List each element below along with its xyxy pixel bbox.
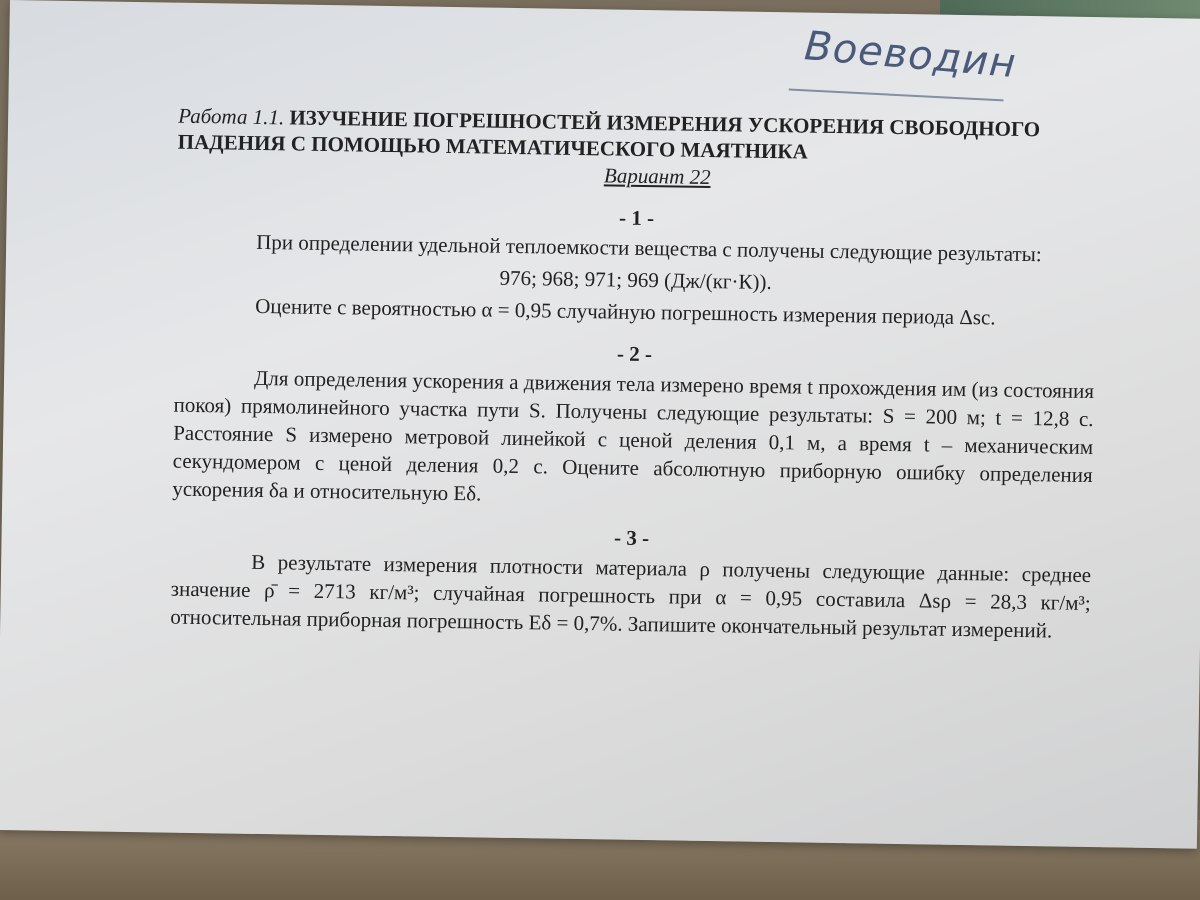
task-number: - 3 - bbox=[613, 525, 650, 551]
task-question: Оцените с вероятностью α = 0,95 случайную погрешность измерения периода Δsc. bbox=[255, 293, 996, 330]
title-text: ИЗУЧЕНИЕ ПОГРЕШНОСТЕЙ ИЗМЕРЕНИЯ УСКОРЕНИЯ СВОБОДНОГО ПАДЕНИЯ С ПОМОЩЬЮ МАТЕМАТИЧЕСКОГО МАЯТНИКА bbox=[177, 105, 1041, 164]
task-text: В результате измерения плотности материала ρ получены следующие данные: среднее значение ρ̄ = 2713 кг/м³; случайная погрешность при α = 0,95 составила Δsρ = 28,3 кг/м³; относительная приборная погрешность Eδ = 0,7%. Запишите окончательный результат измерений. bbox=[170, 549, 1092, 643]
task-values: 976; 968; 971; 969 (Дж/(кг·К)). bbox=[499, 265, 772, 294]
task-text: При определении удельной теплоемкости вещества c получены следующие результаты: bbox=[256, 229, 1042, 267]
variant-label: Вариант 22 bbox=[603, 163, 711, 190]
handwritten-underline bbox=[789, 88, 1004, 101]
task-1 bbox=[175, 197, 1097, 333]
lab-label: Работа 1.1. bbox=[178, 103, 285, 130]
task-2 bbox=[172, 333, 1095, 517]
task-number: - 2 - bbox=[616, 341, 653, 367]
task-text: Для определения ускорения a движения тела измерено время t прохождения им (из состояния покоя) прямолинейного участка пути S. Получены следующие результаты: S = 200 м; t = 12,8 с. Расстояние S измерено метровой линейкой с ценой деления 0,1 м, а время t – механическим секундомером с ценой деления 0,2 с. Оцените абсолютную приборную ошибку определения ускорения δa и относительную Eδ. bbox=[172, 365, 1095, 506]
task-3 bbox=[170, 517, 1092, 645]
task-number: - 1 - bbox=[618, 205, 655, 231]
document-content bbox=[170, 103, 1098, 647]
handwritten-name: Воеводин bbox=[802, 23, 1019, 88]
